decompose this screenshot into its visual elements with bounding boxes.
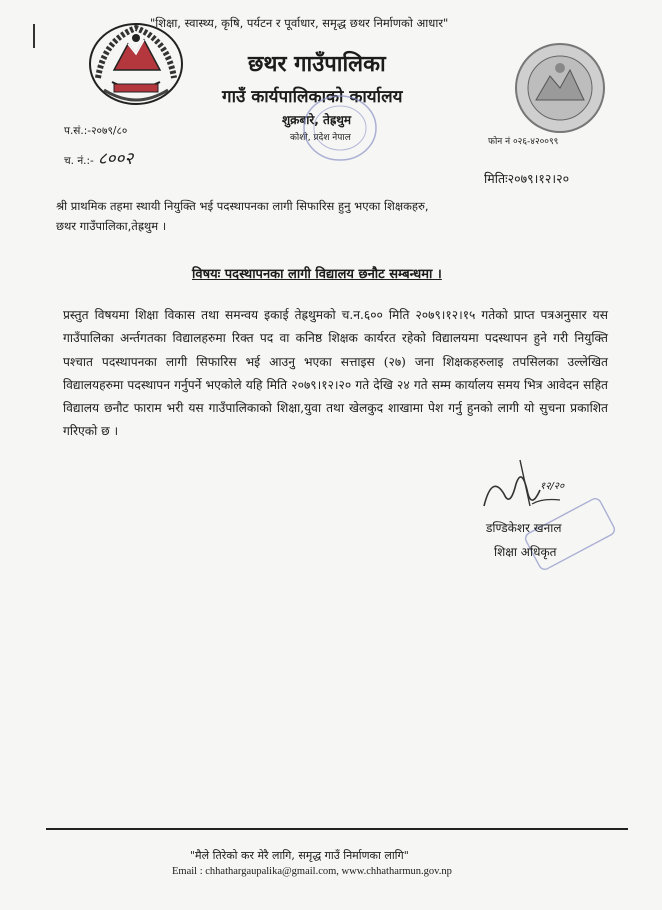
footer-divider [46, 828, 628, 830]
municipality-name: छथर गाउँपालिका [248, 52, 386, 77]
footer-slogan: "मैले तिरेको कर मेरै लागि, समृद्ध गाउँ निर्माणका लागि" [190, 849, 409, 862]
office-stamp-icon [300, 92, 380, 164]
recipient-line-1: श्री प्राथमिक तहमा स्थायी नियुक्ति भई पदस्थापनका लागी सिफारिस हुनु भएका शिक्षकहरु, [56, 199, 429, 213]
address-line-2: कोशी, प्रदेश नेपाल [290, 133, 351, 143]
footer-contact: Email : chhathargaupalika@gmail.com, www.chhatharmun.gov.np [172, 866, 452, 877]
header-motto: "शिक्षा, स्वास्थ्य, कृषि, पर्यटन र पूर्वाधार, समृद्ध छथर निर्माणको आधार" [150, 16, 449, 30]
margin-mark [33, 24, 35, 48]
signer-name: डण्डिकेशर खनाल [486, 521, 562, 535]
signature-date: १२/२० [540, 481, 565, 492]
nepal-emblem-icon [84, 20, 188, 110]
address-line-1: शुक्रबारे, तेह्रथुम [282, 113, 352, 127]
reference-number: प.सं.:-२०७९/८० [64, 125, 128, 137]
recipient-line-2: छथर गाउँपालिका,तेह्रथुम । [56, 219, 167, 233]
phone-number: फोन नं ०२६-४२००९९ [488, 137, 559, 147]
subject-line: विषयः पदस्थापनका लागी विद्यालय छनौट सम्बन्धमा । [192, 267, 442, 282]
signer-title: शिक्षा अधिकृत [494, 545, 557, 559]
body-paragraph: प्रस्तुत विषयमा शिक्षा विकास तथा समन्वय इकाई तेह्रथुमको च.न.६०० मिति २०७९।१२।१५ गतेको प्राप्त पत्रअनुसार यस गाउँपालिका अर्न्तगतका विद्यालहरुमा रिक्त पद वा कनिष्ठ शिक्षक कार्यरत रहेको विद्यालयमा पदस्थापन हुने गरी नियुक्ति पश्चात पदस्थापनका लागी सिफारिस भई आउनु भएका सत्ताइस (२७) जना शिक्षकहरुलाइ तपसिलका उल्लेखित विद्यालयहरुमा पदस्थापन गर्नुपर्ने भएकोले यहि मिति २०७९।१२।२० गते देखि २४ गते सम्म कार्यालय समय भित्र आवेदन सहित विद्यालय छनौट फाराम भरी यस गाउँपालिकाको शिक्षा,युवा तथा खेलकुद शाखामा पेश गर्नु हुनको लागी यो सुचना प्रकाशित गरिएको छ । [63, 308, 608, 439]
office-name: गाउँ कार्यपालिकाको कार्यालय [222, 87, 403, 107]
dispatch-number-handwritten: ८००२ [97, 149, 134, 169]
dispatch-label: च. नं.:- [64, 155, 94, 167]
municipal-seal-icon [512, 40, 608, 136]
letter-date: मितिः२०७९।१२।२० [484, 171, 570, 186]
dispatch-number [64, 146, 133, 169]
